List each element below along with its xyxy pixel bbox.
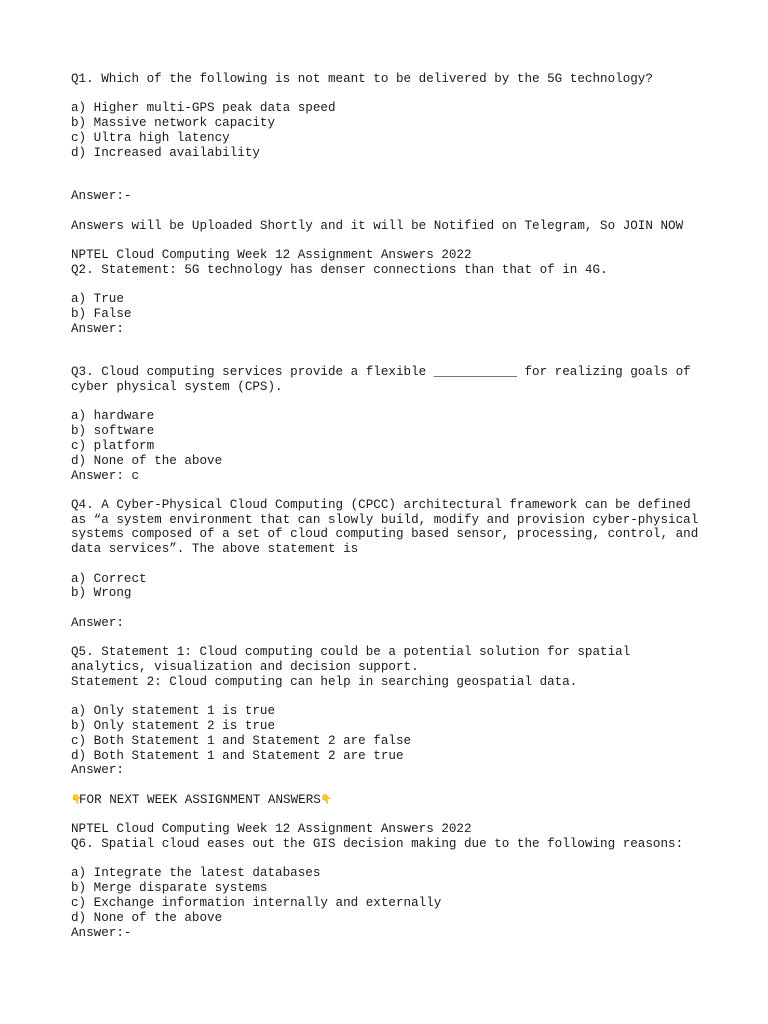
q1-option-c: c) Ultra high latency [71, 130, 230, 145]
q1-answer: Answer:- [71, 189, 132, 204]
q5-option-b: b) Only statement 2 is true [71, 719, 276, 734]
q4-answer: Answer: [71, 615, 124, 630]
q4-option-a: a) Correct [71, 571, 147, 586]
next-week-label: FOR NEXT WEEK ASSIGNMENT ANSWERS [79, 792, 321, 807]
q2-option-a: a) True [71, 292, 124, 307]
q4-question-line-4: data services”. The above statement is [71, 542, 359, 557]
q3-option-c: c) platform [71, 438, 155, 453]
q3-option-d: d) None of the above [71, 453, 223, 468]
q5-option-c: c) Both Statement 1 and Statement 2 are false [71, 733, 412, 748]
pointing-down-icon: 👇 [320, 794, 333, 805]
q1-option-b: b) Massive network capacity [71, 116, 276, 131]
document-page [71, 72, 711, 940]
next-week-link[interactable] [71, 793, 711, 808]
q5-statement-1-line-2: analytics, visualization and decision support. [71, 660, 419, 675]
q5-statement-1-line-1: Q5. Statement 1: Cloud computing could be a potential solution for spatial [71, 645, 631, 660]
telegram-notice: Answers will be Uploaded Shortly and it will be Notified on Telegram, So JOIN NOW [71, 218, 684, 233]
section-heading: NPTEL Cloud Computing Week 12 Assignment Answers 2022 [71, 822, 472, 837]
q2-answer: Answer: [71, 321, 124, 336]
q6-question: Q6. Spatial cloud eases out the GIS decision making due to the following reasons: [71, 837, 684, 851]
q5-option-a: a) Only statement 1 is true [71, 704, 276, 719]
q2-question: Q2. Statement: 5G technology has denser connections than that of in 4G. [71, 262, 608, 277]
q1-option-a: a) Higher multi-GPS peak data speed [71, 101, 336, 116]
q4-question-line-3: systems composed of a set of cloud computing based sensor, processing, control, and [71, 527, 699, 542]
section-heading: NPTEL Cloud Computing Week 12 Assignment Answers 2022 [71, 247, 472, 262]
q4-question-line-1: Q4. A Cyber-Physical Cloud Computing (CPCC) architectural framework can be defined [71, 497, 691, 512]
q4-option-b: b) Wrong [71, 586, 132, 601]
q2-option-b: b) False [71, 306, 132, 321]
q6-option-a: a) Integrate the latest databases [71, 866, 321, 881]
q3-option-a: a) hardware [71, 409, 155, 424]
q3-answer: Answer: c [71, 468, 140, 483]
q4-question-line-2: as “a system environment that can slowly build, modify and provision cyber-physical [71, 512, 699, 527]
q5-statement-2: Statement 2: Cloud computing can help in searching geospatial data. [71, 674, 578, 689]
q6-option-d: d) None of the above [71, 910, 223, 925]
q3-question-line-1: Q3. Cloud computing services provide a flexible ___________ for realizing goals of [71, 365, 691, 380]
q5-answer: Answer: [71, 763, 124, 778]
q6-option-b: b) Merge disparate systems [71, 881, 268, 896]
q1-option-d: d) Increased availability [71, 145, 260, 160]
q3-option-b: b) software [71, 424, 155, 439]
q3-question-line-2: cyber physical system (CPS). [71, 379, 283, 394]
pointing-down-icon: 👇 [71, 794, 83, 805]
q5-option-d: d) Both Statement 1 and Statement 2 are true [71, 748, 404, 763]
q6-option-c: c) Exchange information internally and externally [71, 895, 442, 910]
q1-question: Q1. Which of the following is not meant to be delivered by the 5G technology? [71, 72, 653, 86]
q6-answer: Answer:- [71, 925, 132, 940]
